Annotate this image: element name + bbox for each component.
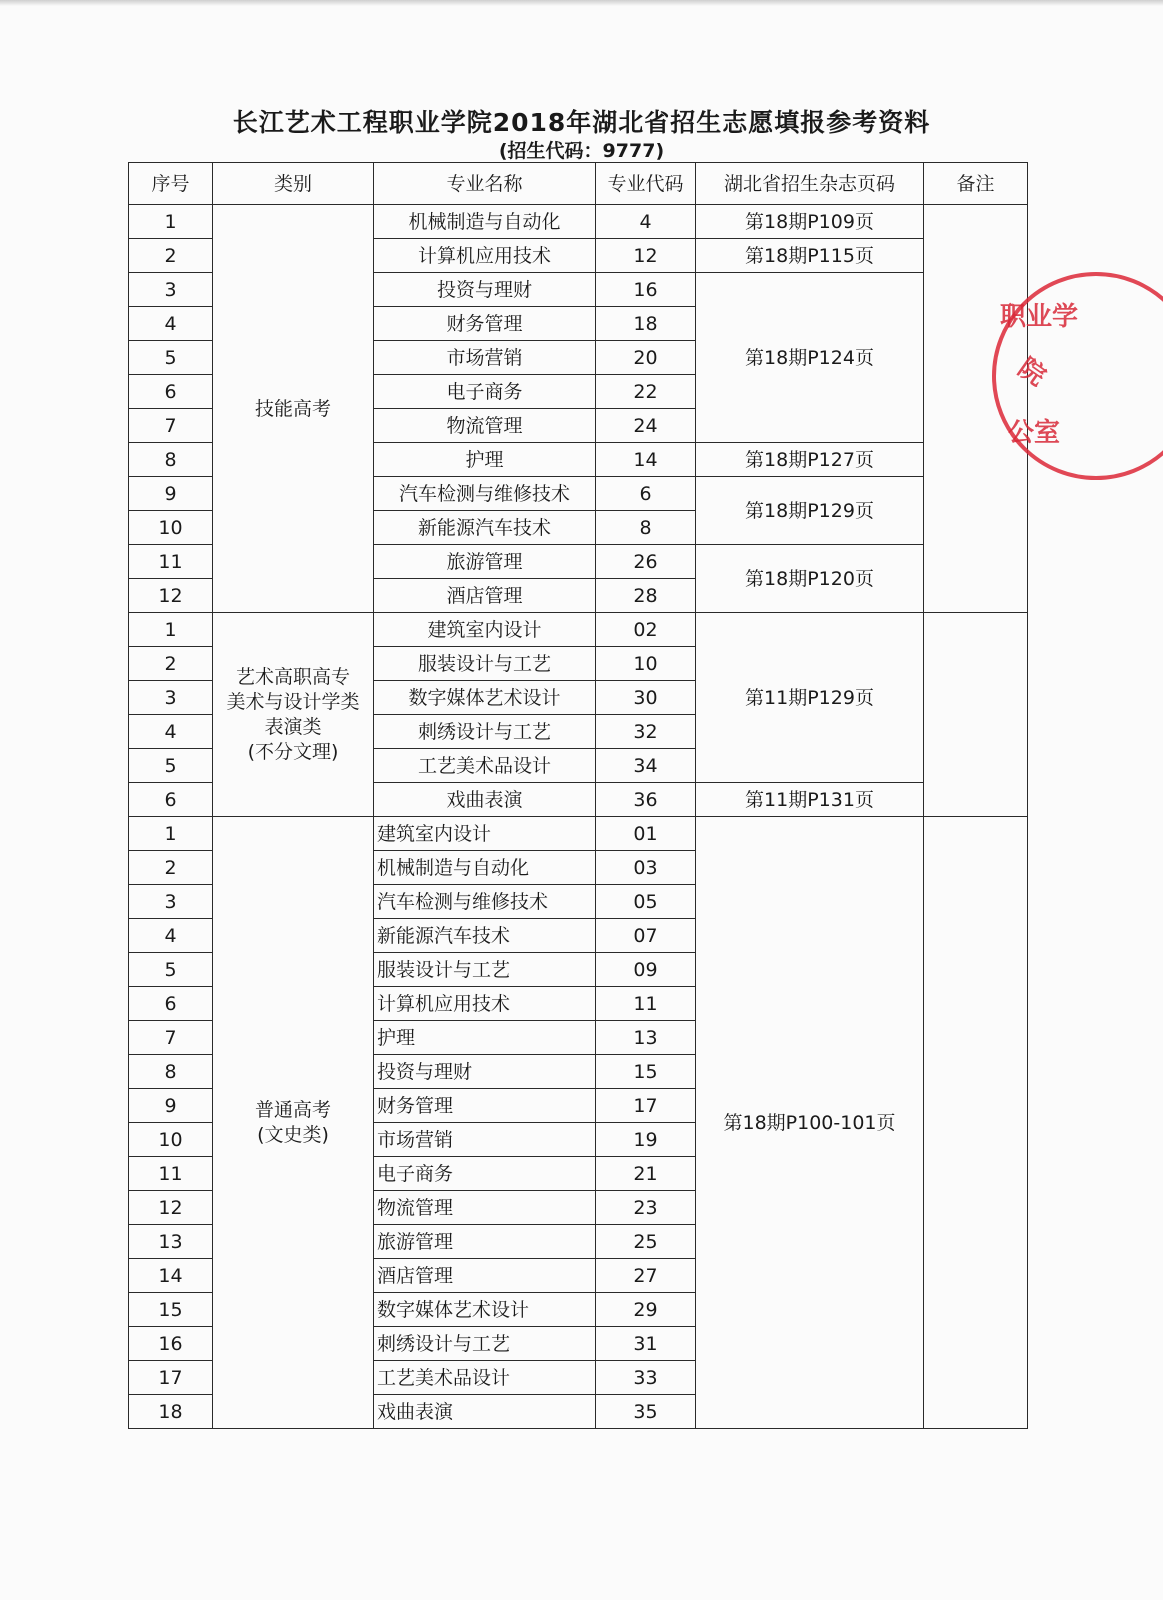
major-cell: 护理 <box>374 443 596 477</box>
note-cell <box>924 205 1028 613</box>
code-cell: 19 <box>596 1123 696 1157</box>
code-cell: 07 <box>596 919 696 953</box>
major-cell: 酒店管理 <box>374 579 596 613</box>
major-cell: 工艺美术品设计 <box>374 1361 596 1395</box>
major-cell: 刺绣设计与工艺 <box>374 1327 596 1361</box>
seq-cell: 6 <box>129 783 213 817</box>
major-cell: 计算机应用技术 <box>374 239 596 273</box>
seq-cell: 1 <box>129 817 213 851</box>
code-cell: 16 <box>596 273 696 307</box>
seq-cell: 13 <box>129 1225 213 1259</box>
header-category: 类别 <box>213 163 374 205</box>
code-cell: 4 <box>596 205 696 239</box>
category-line: 美术与设计学类 <box>226 690 360 713</box>
seal-text: 公室 <box>1008 418 1061 448</box>
seq-cell: 9 <box>129 477 213 511</box>
header-page: 湖北省招生杂志页码 <box>696 163 924 205</box>
major-cell: 刺绣设计与工艺 <box>374 715 596 749</box>
code-cell: 10 <box>596 647 696 681</box>
table-row <box>129 613 1028 647</box>
seq-cell: 12 <box>129 1191 213 1225</box>
code-cell: 12 <box>596 239 696 273</box>
seq-cell: 10 <box>129 511 213 545</box>
category-cell: 技能高考 <box>213 205 374 613</box>
seq-cell: 5 <box>129 749 213 783</box>
seq-cell: 15 <box>129 1293 213 1327</box>
major-cell: 物流管理 <box>374 409 596 443</box>
page-cell: 第18期P115页 <box>696 239 924 273</box>
code-cell: 27 <box>596 1259 696 1293</box>
seq-cell: 12 <box>129 579 213 613</box>
seq-cell: 14 <box>129 1259 213 1293</box>
major-cell: 财务管理 <box>374 307 596 341</box>
seq-cell: 4 <box>129 307 213 341</box>
code-cell: 6 <box>596 477 696 511</box>
code-cell: 11 <box>596 987 696 1021</box>
major-cell: 旅游管理 <box>374 545 596 579</box>
seq-cell: 5 <box>129 953 213 987</box>
major-cell: 戏曲表演 <box>374 1395 596 1429</box>
seq-cell: 7 <box>129 1021 213 1055</box>
seal-text: 职业学 <box>1000 302 1079 332</box>
major-cell: 数字媒体艺术设计 <box>374 1293 596 1327</box>
code-cell: 32 <box>596 715 696 749</box>
header-major: 专业名称 <box>374 163 596 205</box>
category-line: 艺术高职高专 <box>235 665 350 688</box>
seq-cell: 8 <box>129 443 213 477</box>
code-cell: 8 <box>596 511 696 545</box>
category-cell <box>213 817 374 1429</box>
code-cell: 22 <box>596 375 696 409</box>
seq-cell: 11 <box>129 1157 213 1191</box>
code-cell: 09 <box>596 953 696 987</box>
code-cell: 31 <box>596 1327 696 1361</box>
major-cell: 投资与理财 <box>374 273 596 307</box>
seq-cell: 8 <box>129 1055 213 1089</box>
document-subtitle: (招生代码：9777) <box>498 140 665 162</box>
seq-cell: 3 <box>129 681 213 715</box>
seq-cell: 16 <box>129 1327 213 1361</box>
table-header-row <box>129 163 1028 205</box>
code-cell: 14 <box>596 443 696 477</box>
code-cell: 28 <box>596 579 696 613</box>
major-cell: 旅游管理 <box>374 1225 596 1259</box>
page-cell: 第18期P120页 <box>696 545 924 613</box>
major-cell: 戏曲表演 <box>374 783 596 817</box>
code-cell: 01 <box>596 817 696 851</box>
major-cell: 汽车检测与维修技术 <box>374 885 596 919</box>
code-cell: 29 <box>596 1293 696 1327</box>
seq-cell: 4 <box>129 919 213 953</box>
seq-cell: 18 <box>129 1395 213 1429</box>
page-cell: 第11期P131页 <box>696 783 924 817</box>
seq-cell: 9 <box>129 1089 213 1123</box>
page-cell: 第18期P129页 <box>696 477 924 545</box>
major-cell: 服装设计与工艺 <box>374 953 596 987</box>
code-cell: 03 <box>596 851 696 885</box>
page-cell: 第18期P124页 <box>696 273 924 443</box>
seq-cell: 2 <box>129 851 213 885</box>
major-cell: 市场营销 <box>374 1123 596 1157</box>
category-line: (不分文理) <box>247 740 339 763</box>
admission-table <box>128 162 1028 1429</box>
seq-cell: 10 <box>129 1123 213 1157</box>
seq-cell: 2 <box>129 647 213 681</box>
note-cell <box>924 613 1028 817</box>
major-cell: 市场营销 <box>374 341 596 375</box>
code-cell: 23 <box>596 1191 696 1225</box>
major-cell: 投资与理财 <box>374 1055 596 1089</box>
seq-cell: 2 <box>129 239 213 273</box>
seq-cell: 11 <box>129 545 213 579</box>
seq-cell: 1 <box>129 613 213 647</box>
major-cell: 机械制造与自动化 <box>374 205 596 239</box>
major-cell: 服装设计与工艺 <box>374 647 596 681</box>
seq-cell: 1 <box>129 205 213 239</box>
code-cell: 02 <box>596 613 696 647</box>
header-seq: 序号 <box>129 163 213 205</box>
major-cell: 电子商务 <box>374 1157 596 1191</box>
major-cell: 建筑室内设计 <box>374 613 596 647</box>
header-code: 专业代码 <box>596 163 696 205</box>
document-title: 长江艺术工程职业学院2018年湖北省招生志愿填报参考资料 <box>232 108 931 137</box>
note-cell <box>924 817 1028 1429</box>
major-cell: 酒店管理 <box>374 1259 596 1293</box>
major-cell: 机械制造与自动化 <box>374 851 596 885</box>
scan-edge <box>0 0 1163 6</box>
code-cell: 24 <box>596 409 696 443</box>
code-cell: 20 <box>596 341 696 375</box>
code-cell: 34 <box>596 749 696 783</box>
seq-cell: 6 <box>129 987 213 1021</box>
major-cell: 财务管理 <box>374 1089 596 1123</box>
code-cell: 18 <box>596 307 696 341</box>
category-line: 表演类 <box>264 715 322 738</box>
seq-cell: 4 <box>129 715 213 749</box>
major-cell: 电子商务 <box>374 375 596 409</box>
seq-cell: 5 <box>129 341 213 375</box>
category-line: 普通高考 <box>254 1098 331 1121</box>
major-cell: 物流管理 <box>374 1191 596 1225</box>
category-line: (文史类) <box>257 1123 329 1146</box>
code-cell: 15 <box>596 1055 696 1089</box>
major-cell: 汽车检测与维修技术 <box>374 477 596 511</box>
page-cell: 第18期P127页 <box>696 443 924 477</box>
seq-cell: 3 <box>129 273 213 307</box>
code-cell: 17 <box>596 1089 696 1123</box>
seal-text: 院 <box>1012 352 1051 393</box>
seq-cell: 3 <box>129 885 213 919</box>
major-cell: 护理 <box>374 1021 596 1055</box>
seq-cell: 7 <box>129 409 213 443</box>
page-cell: 第18期P109页 <box>696 205 924 239</box>
header-note: 备注 <box>924 163 1028 205</box>
major-cell: 新能源汽车技术 <box>374 511 596 545</box>
major-cell: 数字媒体艺术设计 <box>374 681 596 715</box>
major-cell: 建筑室内设计 <box>374 817 596 851</box>
seq-cell: 6 <box>129 375 213 409</box>
table-row <box>129 817 1028 851</box>
code-cell: 25 <box>596 1225 696 1259</box>
major-cell: 计算机应用技术 <box>374 987 596 1021</box>
table-row <box>129 205 1028 239</box>
code-cell: 05 <box>596 885 696 919</box>
page-cell: 第18期P100-101页 <box>696 817 924 1429</box>
major-cell: 新能源汽车技术 <box>374 919 596 953</box>
page-cell: 第11期P129页 <box>696 613 924 783</box>
code-cell: 13 <box>596 1021 696 1055</box>
code-cell: 33 <box>596 1361 696 1395</box>
seq-cell: 17 <box>129 1361 213 1395</box>
code-cell: 36 <box>596 783 696 817</box>
major-cell: 工艺美术品设计 <box>374 749 596 783</box>
code-cell: 35 <box>596 1395 696 1429</box>
code-cell: 30 <box>596 681 696 715</box>
code-cell: 21 <box>596 1157 696 1191</box>
code-cell: 26 <box>596 545 696 579</box>
category-cell <box>213 613 374 817</box>
